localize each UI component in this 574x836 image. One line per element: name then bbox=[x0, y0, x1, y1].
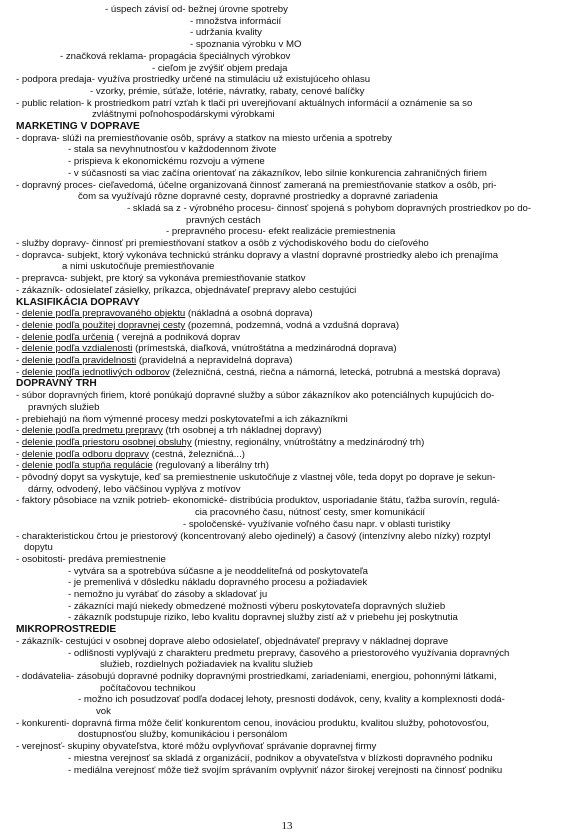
underlined-term: delenie podľa priestoru osobnej obsluhy bbox=[21, 436, 192, 448]
line-text: dostupnosťou služby, komunikáciou i personálom bbox=[78, 729, 288, 741]
section-heading bbox=[16, 378, 97, 389]
line-text: - bbox=[16, 460, 22, 472]
text-line bbox=[16, 460, 269, 471]
line-detail: (cestná, železničná...) bbox=[148, 448, 245, 460]
text-line bbox=[16, 671, 496, 682]
line-text: - dodávatelia- zásobujú dopravné podniky dopravnými prostriedkami, zariadeniami, energiou, pohonnými látkami, bbox=[16, 670, 497, 682]
line-text: - bbox=[16, 366, 22, 378]
text-line bbox=[186, 215, 261, 226]
text-line bbox=[68, 144, 276, 155]
text-line bbox=[16, 390, 494, 401]
line-text: - charakteristickou črtou je priestorový (koncentrovaný alebo ojedinelý) a časový (intenzívny alebo nízky) rozptyl bbox=[16, 530, 491, 542]
line-text: - zákazník- odosielateľ zásielky, príkazca, objednávateľ prepravy alebo cestujúci bbox=[16, 284, 357, 296]
text-line bbox=[16, 273, 306, 284]
text-line bbox=[68, 648, 509, 659]
text-line bbox=[24, 542, 53, 553]
text-line bbox=[78, 191, 438, 202]
line-text: - je premenlivá v dôsledku nákladu dopravného procesu a požiadaviek bbox=[68, 577, 368, 589]
text-line bbox=[152, 63, 287, 74]
text-line bbox=[16, 718, 489, 729]
line-text: - udržania kvality bbox=[190, 27, 262, 39]
text-line bbox=[16, 425, 322, 436]
text-line bbox=[16, 343, 397, 354]
line-text: - bbox=[16, 355, 22, 366]
text-line bbox=[60, 51, 290, 62]
line-text: - prepravného procesu- efekt realizácie premiestnenia bbox=[166, 226, 396, 238]
line-text: a nimi uskutočňuje premiestňovanie bbox=[62, 261, 215, 273]
line-text: - spoznania výrobku v MO bbox=[190, 39, 302, 51]
text-line bbox=[16, 414, 348, 425]
text-line bbox=[105, 4, 288, 15]
text-line bbox=[16, 367, 500, 378]
text-line bbox=[78, 694, 505, 705]
line-text: - bbox=[16, 343, 22, 355]
line-text: - bbox=[16, 308, 22, 320]
line-text: - bbox=[16, 319, 22, 331]
line-text: - cieľom je zvýšiť objem predaja bbox=[152, 62, 288, 74]
section-heading bbox=[16, 121, 140, 132]
line-text: - faktory pôsobiace na vznik potrieb- ekonomické- distribúcia produktov, usporiadanie štátu, ťažba surovín, regulá- bbox=[16, 495, 500, 507]
text-line bbox=[62, 261, 215, 272]
text-line bbox=[16, 554, 166, 565]
section-heading bbox=[16, 624, 116, 635]
line-text: - mediálna verejnosť môže tiež svojím správaním ovplyvniť názor širokej verejnosti na činnosť podniku bbox=[68, 764, 503, 776]
text-line bbox=[16, 250, 498, 261]
line-text: pravných služieb bbox=[28, 401, 100, 413]
text-line bbox=[16, 741, 376, 752]
text-line bbox=[68, 577, 367, 588]
text-line bbox=[28, 402, 99, 413]
line-text: - zákazník podstupuje riziko, lebo kvalitu dopravnej služby zistí až v priebehu jej poskytnutia bbox=[68, 612, 458, 624]
line-text: - množstva informácií bbox=[190, 15, 282, 27]
text-line bbox=[68, 612, 458, 623]
underlined-term: delenie podľa určenia bbox=[21, 331, 114, 343]
line-text: - odlišnosti vyplývajú z charakteru predmetu prepravy, časového a priestorového využívania dopravných bbox=[68, 647, 510, 659]
line-text: - nemožno ju vyrábať do zásoby a skladovať ju bbox=[68, 589, 268, 600]
text-line bbox=[28, 484, 241, 495]
line-text: - dopravca- subjekt, ktorý vykonáva technickú stránku dopravy a vlastní dopravné prostriedky alebo ich prenajíma bbox=[16, 249, 499, 261]
underlined-term: delenie podľa pravidelnosti bbox=[21, 355, 137, 366]
line-text: - miestna verejnosť sa skladá z organizácií, podnikov a obyvateľstva v blízkosti dopravného podniku bbox=[68, 752, 493, 764]
underlined-term: delenie podľa odboru dopravy bbox=[21, 448, 149, 460]
line-text: - bbox=[16, 436, 22, 448]
text-line bbox=[16, 531, 491, 542]
line-text: - možno ich posudzovať podľa dodacej lehoty, presnosti dodávok, ceny, kvality a komplexnosti dodá- bbox=[78, 694, 505, 706]
section-heading bbox=[16, 297, 140, 308]
line-detail: (prímestská, diaľková, vnútroštátna a medzinárodná doprava) bbox=[132, 343, 397, 355]
text-line bbox=[183, 519, 450, 530]
text-line bbox=[190, 39, 301, 50]
line-text: MARKETING V DOPRAVE bbox=[16, 121, 140, 132]
line-text: dopytu bbox=[24, 542, 53, 554]
line-text: - osobitosti- predáva premiestnenie bbox=[16, 553, 166, 565]
line-text: - súbor dopravných firiem, ktoré ponúkajú dopravné služby a súbor zákazníkov ako potenciálnych kupujúcich do- bbox=[16, 390, 495, 402]
underlined-term: delenie podľa stupňa regulácie bbox=[21, 460, 153, 472]
line-text: počítačovou technikou bbox=[100, 682, 196, 694]
line-text: - public relation- k prostriedkom patrí vzťah k tlači pri uverejňovaní aktuálnych informácií a oznámenie sa so bbox=[16, 97, 473, 109]
line-text: - skladá sa z - výrobného procesu- činnosť spojená s pohybom dopravných prostriedkov po do- bbox=[127, 202, 532, 214]
line-detail: (regulovaný a liberálny trh) bbox=[152, 460, 269, 472]
line-text: KLASIFIKÁCIA DOPRAVY bbox=[16, 296, 140, 308]
line-text: - pôvodný dopyt sa vyskytuje, keď sa premiestnenie uskutočňuje z vlastnej vôle, teda dopyt po doprave je sekun- bbox=[16, 472, 496, 483]
text-line bbox=[127, 203, 531, 214]
text-line bbox=[68, 168, 487, 179]
line-text: dárny, odvodený, lebo väčšinou vyplýva z motívov bbox=[28, 483, 241, 495]
line-text: cia pracovného času, nútnosť cesty, smer komunikácií bbox=[195, 507, 426, 519]
line-text: - zákazník- cestujúci v osobnej doprave alebo odosielateľ, objednávateľ prepravy v nákladnej doprave bbox=[16, 635, 449, 647]
underlined-term: delenie podľa predmetu prepravy bbox=[21, 425, 163, 437]
line-text: - podpora predaja- využíva prostriedky určené na stimuláciu už existujúceho ohlasu bbox=[16, 74, 371, 86]
line-detail: (nákladná a osobná doprava) bbox=[185, 308, 313, 320]
line-text: - bbox=[16, 448, 22, 460]
line-text: MIKROPROSTREDIE bbox=[16, 624, 117, 636]
line-text: služieb, rozdielnych požiadaviek na kvalitu služieb bbox=[100, 659, 313, 671]
text-line bbox=[16, 355, 292, 366]
line-text: vok bbox=[96, 706, 111, 717]
text-line bbox=[16, 636, 448, 647]
text-line bbox=[166, 226, 395, 237]
line-text: - prebiehajú na ňom výmenné procesy medzi poskytovateľmi a ich zákazníkmi bbox=[16, 413, 348, 425]
line-text: - verejnosť- skupiny obyvateľstva, ktoré môžu ovplyvňovať správanie dopravnej firmy bbox=[16, 741, 377, 753]
text-line bbox=[16, 74, 370, 85]
text-line bbox=[100, 683, 195, 694]
line-text: zvláštnymi poľnohospodárskymi výrobkami bbox=[92, 109, 275, 121]
line-text: pravných cestách bbox=[186, 214, 261, 226]
line-text: - prispieva k ekonomickému rozvoju a výmene bbox=[68, 156, 265, 168]
line-text: čom sa využívajú rôzne dopravné cesty, dopravné prostriedky a dopravné zariadenia bbox=[78, 191, 438, 203]
page-number: 13 bbox=[281, 820, 293, 832]
text-line bbox=[68, 566, 368, 577]
line-text: - značková reklama- propagácia špeciálnych výrobkov bbox=[60, 50, 291, 62]
text-line bbox=[190, 16, 281, 27]
line-text: - vzorky, prémie, súťaže, lotérie, návratky, rabaty, cenové balíčky bbox=[90, 85, 365, 97]
line-text: - doprava- slúži na premiestňovanie osôb, správy a statkov na miesto určenia a spotreby bbox=[16, 132, 392, 144]
text-line bbox=[16, 238, 429, 249]
line-text: - stala sa nevyhnutnosťou v každodennom živote bbox=[68, 144, 277, 156]
text-line bbox=[16, 332, 240, 343]
line-text: - zákazníci majú niekedy obmedzené možnosti výberu poskytovateľa dopravných služieb bbox=[68, 600, 446, 612]
line-text: - vytvára sa a spotrebúva súčasne a je neoddeliteľná od poskytovateľa bbox=[68, 565, 368, 577]
line-detail: ( verejná a podniková doprav bbox=[113, 331, 241, 343]
text-line bbox=[16, 472, 495, 483]
line-text: - konkurenti- dopravná firma môže čeliť konkurentom cenou, inováciou produktu, kvalitou služby, pohotovosťou, bbox=[16, 717, 490, 729]
text-line bbox=[195, 507, 425, 518]
text-line bbox=[16, 180, 496, 191]
line-text: - bbox=[16, 331, 22, 343]
text-line bbox=[90, 86, 364, 97]
line-text: - úspech závisí od- bežnej úrovne spotreby bbox=[105, 4, 288, 15]
text-line bbox=[190, 27, 262, 38]
text-line bbox=[96, 706, 111, 717]
line-detail: (pozemná, podzemná, vodná a vzdušná doprava) bbox=[185, 319, 400, 331]
line-detail: (pravidelná a nepravidelná doprava) bbox=[136, 355, 293, 366]
text-line bbox=[16, 320, 399, 331]
line-text: - v súčasnosti sa viac začína orientovať na zákazníkov, lebo silnie konkurencia zahraničných firiem bbox=[68, 167, 487, 179]
text-line bbox=[92, 109, 274, 120]
line-detail: (železničná, cestná, riečna a námorná, letecká, potrubná a mestská doprava) bbox=[169, 366, 501, 378]
underlined-term: delenie podľa vzdialenosti bbox=[21, 343, 133, 355]
text-line bbox=[16, 437, 424, 448]
line-text: - spoločenské- využívanie voľného času napr. v oblasti turistiky bbox=[183, 518, 451, 530]
line-detail: (trh osobnej a trh nákladnej dopravy) bbox=[162, 425, 322, 437]
text-line bbox=[68, 765, 502, 776]
underlined-term: delenie podľa jednotlivých odborov bbox=[21, 366, 170, 378]
text-line bbox=[68, 601, 445, 612]
line-detail: (miestny, regionálny, vnútroštátny a medzinárodný trh) bbox=[191, 436, 425, 448]
text-line bbox=[16, 133, 392, 144]
line-text: - bbox=[16, 425, 22, 437]
text-line bbox=[78, 729, 287, 740]
underlined-term: delenie podľa použitej dopravnej cesty bbox=[21, 319, 186, 331]
text-line bbox=[16, 495, 500, 506]
line-text: - dopravný proces- cieľavedomá, účelne organizovaná činnosť zameraná na premiestňovanie statkov a osôb, pri- bbox=[16, 179, 497, 191]
text-line bbox=[100, 659, 313, 670]
text-line bbox=[68, 589, 267, 600]
text-line bbox=[16, 449, 245, 460]
text-line bbox=[16, 98, 472, 109]
text-line bbox=[68, 753, 493, 764]
line-text: - prepravca- subjekt, pre ktorý sa vykonáva premiestňovanie statkov bbox=[16, 273, 306, 285]
line-text: - služby dopravy- činnosť pri premiestňovaní statkov a osôb z východiskového bodu do cieľového bbox=[16, 238, 429, 249]
text-line bbox=[16, 308, 313, 319]
line-text: DOPRAVNÝ TRH bbox=[16, 378, 97, 390]
text-line bbox=[68, 156, 265, 167]
underlined-term: delenie podľa prepravovaného objektu bbox=[21, 308, 186, 320]
text-line bbox=[16, 285, 356, 296]
